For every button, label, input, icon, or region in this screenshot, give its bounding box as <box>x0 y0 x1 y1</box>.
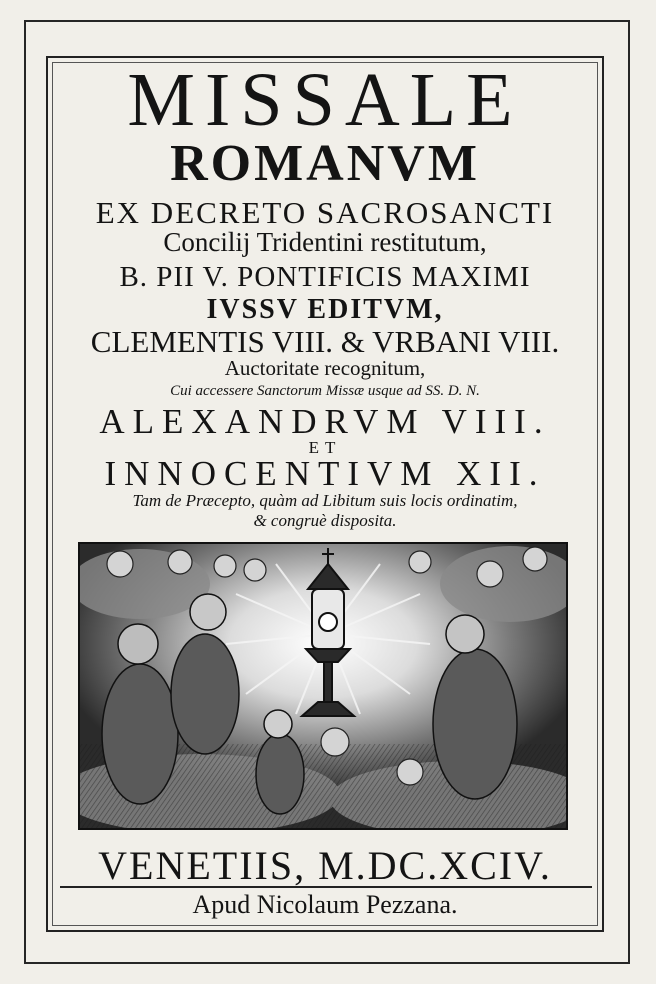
line-auctoritate: Auctoritate recognitum, <box>224 356 426 380</box>
title-missale: MISSALE <box>127 58 523 142</box>
line-et: ET <box>308 438 342 457</box>
engraving-illustration <box>80 544 566 828</box>
imprint-venetiis: VENETIIS, M.DC.XCIV. <box>98 843 552 888</box>
title-romanum: ROMANVM <box>170 135 480 192</box>
line-pii-v: B. PII V. PONTIFICIS MAXIMI <box>119 261 531 293</box>
imprint-rule <box>60 886 592 888</box>
line-ex-decreto: EX DECRETO SACROSANCTI <box>95 195 555 230</box>
line-concilij: Concilij Tridentini restitutum, <box>163 227 487 257</box>
line-iussu-editum: IVSSV EDITVM, <box>206 294 444 325</box>
line-clementis-urbani: CLEMENTIS VIII. & VRBANI VIII. <box>90 324 560 359</box>
imprint-printer: Apud Nicolaum Pezzana. <box>192 890 458 919</box>
line-congrue-disposita: & congruè disposita. <box>253 511 397 530</box>
line-cui-accessere: Cui accessere Sanctorum Missæ usque ad SS. D. N. <box>170 383 480 399</box>
engraving-monstrance <box>78 542 568 830</box>
line-tam-de-praecepto: Tam de Præcepto, quàm ad Libitum suis locis ordinatim, <box>132 491 518 510</box>
line-innocentium: INNOCENTIVM XII. <box>104 454 546 493</box>
line-alexandrum: ALEXANDRVM VIII. <box>99 402 551 441</box>
